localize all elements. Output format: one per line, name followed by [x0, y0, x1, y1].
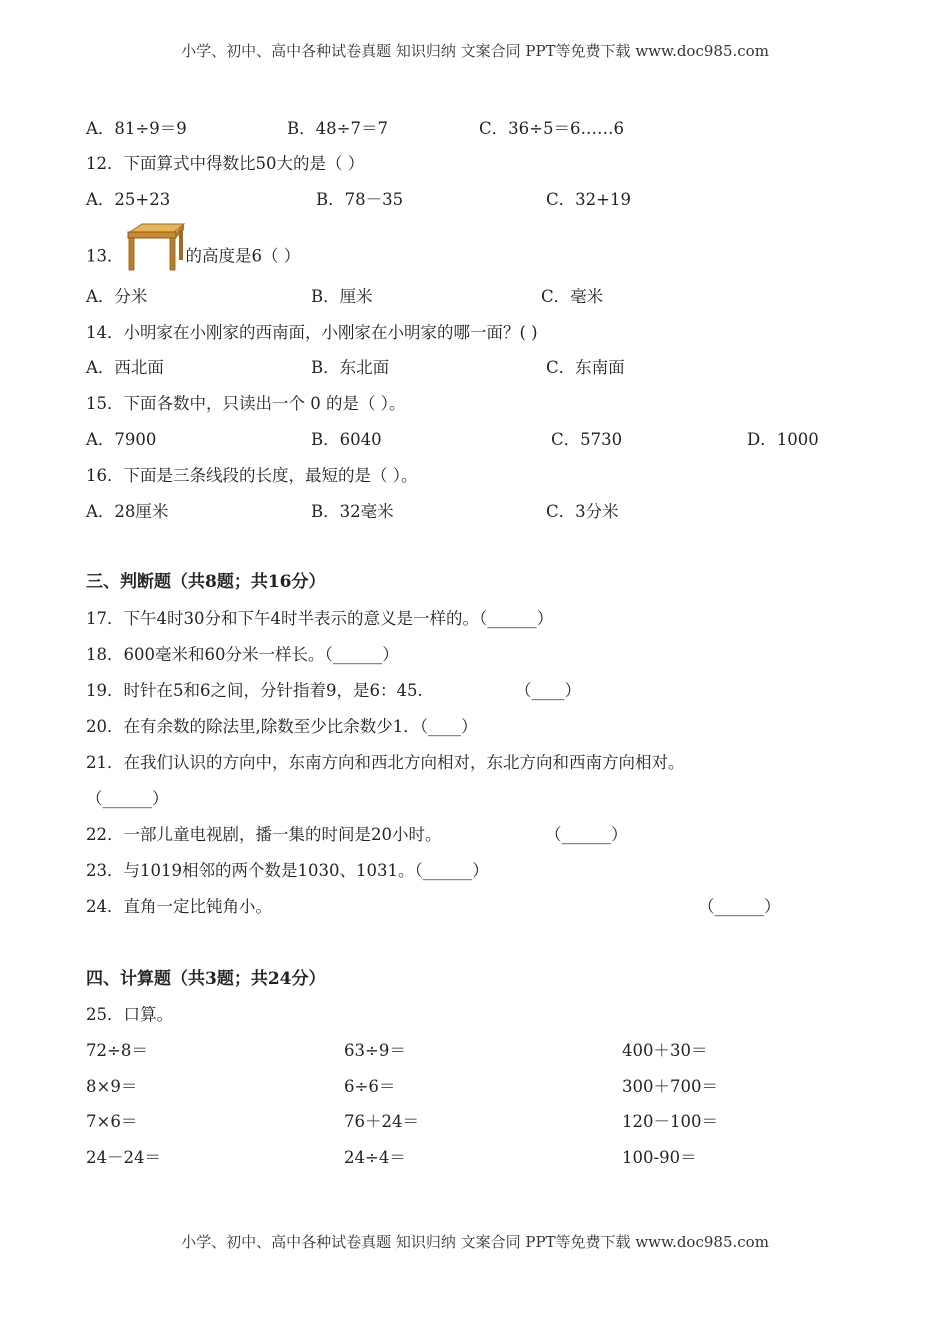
calc-item: 7×6＝	[86, 1112, 138, 1131]
calc-item: 400＋30＝	[622, 1041, 708, 1060]
calc-item: 6÷6＝	[344, 1077, 396, 1096]
q11-option-c: C．36÷5＝6……6	[479, 119, 624, 138]
q12-option-a: A．25+23	[86, 190, 171, 209]
judge-q21-blank[interactable]: （______）	[86, 789, 169, 808]
q15-option-b: B．6040	[311, 430, 382, 449]
calc-item: 100-90＝	[622, 1148, 697, 1167]
judge-q23: 23．与1019相邻的两个数是1030、1031。（______）	[86, 861, 489, 880]
calc-item: 72÷8＝	[86, 1041, 148, 1060]
judge-q24-blank[interactable]: （______）	[698, 897, 781, 916]
judge-q22: 22．一部儿童电视剧，播一集的时间是20小时。	[86, 825, 442, 844]
q11-option-a: A．81÷9＝9	[86, 119, 187, 138]
q13-option-a: A．分米	[86, 287, 148, 306]
q13-number: 13．	[86, 246, 124, 266]
q12-option-c: C．32+19	[546, 190, 631, 209]
q15-option-c: C．5730	[551, 430, 623, 449]
page-footer: 小学、初中、高中各种试卷真题 知识归纳 文案合同 PPT等免费下载 www.doc985.com	[181, 1233, 769, 1251]
section-4-heading: 四、计算题（共3题；共24分）	[86, 969, 326, 989]
judge-q19-blank[interactable]: （____）	[515, 681, 581, 700]
q14-option-a: A．西北面	[86, 358, 164, 377]
q15-option-d: D．1000	[747, 430, 819, 449]
section-3-heading: 三、判断题（共8题；共16分）	[86, 572, 326, 592]
judge-q22-blank[interactable]: （______）	[545, 825, 628, 844]
q15-text: 15．下面各数中，只读出一个 0 的是（ ）。	[86, 394, 406, 413]
q14-option-c: C．东南面	[546, 358, 625, 377]
judge-q18: 18．600毫米和60分米一样长。（______）	[86, 645, 399, 664]
calc-item: 8×9＝	[86, 1077, 138, 1096]
q16-option-a: A．28厘米	[86, 502, 169, 521]
q13-line	[86, 222, 300, 272]
q14-text: 14．小明家在小刚家的西南面，小刚家在小明家的哪一面？( )	[86, 323, 538, 342]
q13-option-c: C．毫米	[541, 287, 604, 306]
q13-text: 的高度是6（ ）	[185, 246, 301, 266]
q13-option-b: B．厘米	[311, 287, 373, 306]
page-header: 小学、初中、高中各种试卷真题 知识归纳 文案合同 PPT等免费下载 www.doc985.com	[181, 42, 769, 60]
q16-option-b: B．32毫米	[311, 502, 394, 521]
calc-item: 120－100＝	[622, 1112, 718, 1131]
q25-text: 25．口算。	[86, 1005, 173, 1024]
judge-q17: 17．下午4时30分和下午4时半表示的意义是一样的。（______）	[86, 609, 554, 628]
calc-item: 63÷9＝	[344, 1041, 406, 1060]
calc-item: 24－24＝	[86, 1148, 161, 1167]
calc-item: 24÷4＝	[344, 1148, 406, 1167]
q15-option-a: A．7900	[86, 430, 157, 449]
calc-item: 300＋700＝	[622, 1077, 718, 1096]
q12-text: 12．下面算式中得数比50大的是（ ）	[86, 154, 365, 173]
q16-option-c: C．3分米	[546, 502, 619, 521]
q14-option-b: B．东北面	[311, 358, 390, 377]
calc-item: 76＋24＝	[344, 1112, 419, 1131]
judge-q20: 20．在有余数的除法里,除数至少比余数少1．（____）	[86, 717, 478, 736]
judge-q19: 19．时针在5和6之间，分针指着9，是6：45.	[86, 681, 423, 700]
judge-q21: 21．在我们认识的方向中，东南方向和西北方向相对，东北方向和西南方向相对。	[86, 753, 685, 772]
table-image	[124, 222, 186, 292]
q12-option-b: B．78－35	[316, 190, 404, 209]
q16-text: 16．下面是三条线段的长度，最短的是（ ）。	[86, 466, 418, 485]
judge-q24: 24．直角一定比钝角小。	[86, 897, 272, 916]
q11-option-b: B．48÷7＝7	[287, 119, 388, 138]
